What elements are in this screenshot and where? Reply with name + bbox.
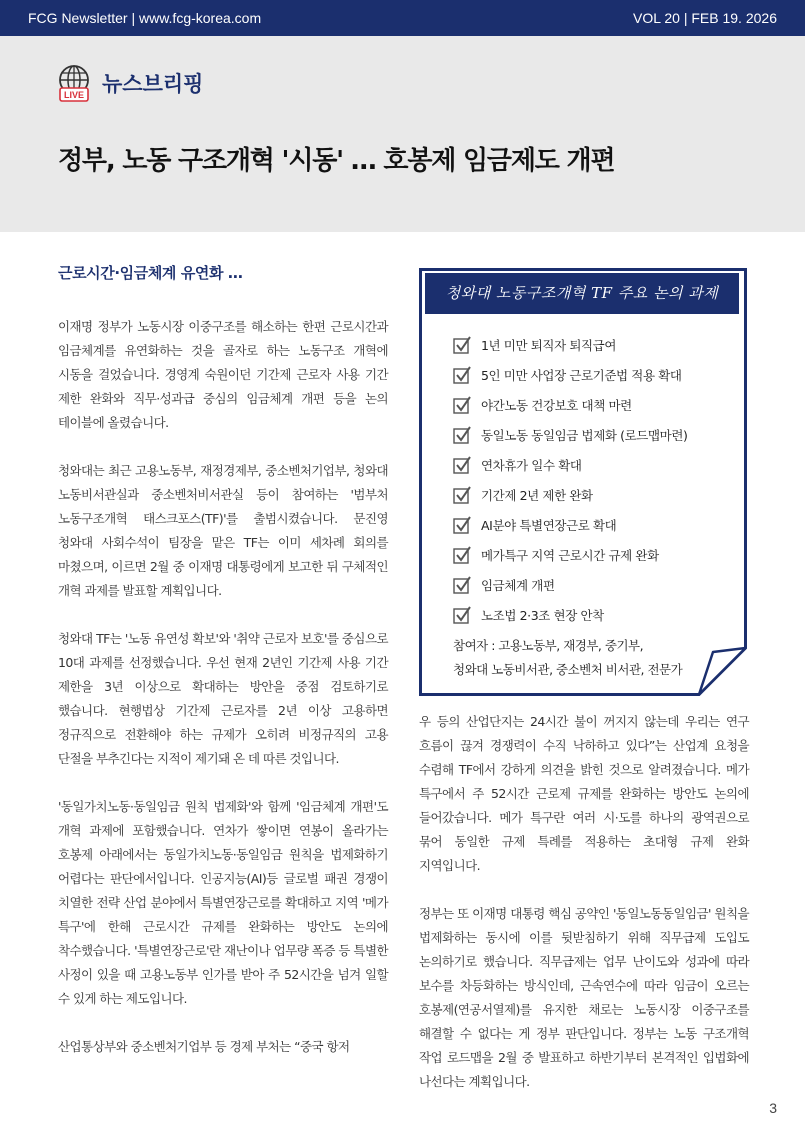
article-paragraph: 이재명 정부가 노동시장 이중구조를 해소하는 한편 근로시간과 임금체계를 유연화하는 것을 골자로 하는 노동구조 개혁에 시동을 걸었습니다. 경영계 숙원이던 기간제 근로자 사용 기간 제한 완화와 직무·성과급 중심의 임금체계 개편 등을 논의 테이블에 올렸습니다. (58, 319, 388, 430)
page-number: 3 (769, 1100, 777, 1116)
article-paragraph: 정부는 또 이재명 대통령 핵심 공약인 '동일노동동일임금' 원칙을 법제화하는 동시에 이를 뒷받침하기 위해 직무급제 도입도 논의하기로 했습니다. 직무급제는 업무 난이도와 성과에 따라 보수를 차등화하는 방식인데, 근속연수에 따라 임금이 오르는 호봉제(연공서열제)를 유지한 채로는 노동시장 이중구조를 해결할 수 없다는 게 정부 판단입니다. 정부는 노동 구조개혁 작업 로드맵을 2월 중 발표하고 하반기부터 본격적인 입법화에 나선다는 계획입니다. (419, 906, 749, 1089)
checklist-item-label: 메가특구 지역 근로시간 규제 완화 (481, 548, 659, 563)
article-paragraph: 청와대 TF는 '노동 유연성 확보'와 '취약 근로자 보호'를 중심으로 10대 과제를 선정했습니다. 우선 현재 2년인 기간제 사용 기간 제한을 3년 이상으로 확대하는 방안을 중점 검토하기로 했습니다. 현행법상 기간제 근로자를 2년 이상 고용하면 정규직으로 전환해야 하는 규제가 오히려 비정규직의 고용 단절을 부추긴다는 지적이 제기돼 온 데 따른 것입니다. (58, 631, 388, 766)
task-checklist (453, 330, 687, 630)
article-paragraph: 청와대는 최근 고용노동부, 재정경제부, 중소벤처기업부, 청와대 노동비서관실과 중소벤처비서관실 등이 참여하는 '범부처 노동구조개혁 태스크포스(TF)'를 출범시켰습니다. 문진영 청와대 사회수석이 팀장을 맡은 TF는 이미 세차례 회의를 마쳤으며, 이르면 2월 중 이재명 대통령에게 보고한 뒤 구체적인 개혁 과제를 발표할 계획입니다. (58, 463, 388, 598)
participants-note (453, 634, 682, 682)
checklist-item-label: 야간노동 건강보호 대책 마련 (481, 398, 632, 413)
checkbox-checked-icon (453, 486, 471, 504)
article-paragraph: 산업통상부와 중소벤처기업부 등 경제 부처는 “중국 항저 (58, 1039, 350, 1054)
checklist-item-label: 5인 미만 사업장 근로기준법 적용 확대 (481, 368, 682, 383)
checklist-item-label: 노조법 2·3조 현장 안착 (481, 608, 604, 623)
headline: 정부, 노동 구조개혁 '시동' … 호봉제 임금제도 개편 (58, 146, 615, 176)
hero-banner (0, 36, 805, 232)
top-bar (0, 0, 805, 36)
checklist-item (453, 570, 687, 600)
checkbox-checked-icon (453, 456, 471, 474)
checkbox-checked-icon (453, 396, 471, 414)
checklist-item (453, 330, 687, 360)
participants-line: 청와대 노동비서관, 중소벤처 비서관, 전문가 (453, 662, 683, 677)
sidebar-note (419, 268, 747, 696)
section-label: 뉴스브리핑 (102, 72, 204, 96)
checkbox-checked-icon (453, 516, 471, 534)
checkbox-checked-icon (453, 336, 471, 354)
checklist-item-label: 기간제 2년 제한 완화 (481, 488, 593, 503)
checklist-item-label: AI분야 특별연장근로 확대 (481, 518, 617, 533)
checklist-item-label: 1년 미만 퇴직자 퇴직급여 (481, 338, 617, 353)
article-subhead: 근로시간·임금체계 유연화 … (58, 264, 243, 282)
checklist-item-label: 임금체계 개편 (481, 578, 555, 593)
checklist-item (453, 390, 687, 420)
checklist-item (453, 540, 687, 570)
live-badge-text: LIVE (63, 90, 85, 100)
checklist-item-label: 동일노동 동일임금 법제화 (로드맵마련) (481, 428, 688, 443)
newsletter-info: FCG Newsletter | www.fcg-korea.com (28, 10, 262, 26)
checklist-item (453, 600, 687, 630)
checkbox-checked-icon (453, 576, 471, 594)
issue-info: VOL 20 | FEB 19. 2026 (633, 10, 777, 26)
checklist-item (453, 480, 687, 510)
article-paragraph: 우 등의 산업단지는 24시간 불이 꺼지지 않는데 우리는 연구 흐름이 끊겨 경쟁력이 수직 낙하하고 있다”는 산업계 요청을 수렴해 TF에서 강하게 의견을 밝힌 것으로 알려졌습니다. 메가 특구에서 주 52시간 근로제 규제를 완화하는 방안도 논의에 들어갔습니다. 메가 특구란 여러 시·도를 하나의 광역권으로 묶어 동일한 규제 특례를 적용하는 초대형 규제 완화 지역입니다. (419, 714, 749, 873)
checklist-item (453, 510, 687, 540)
article-paragraph: '동일가치노동·동일임금 원칙 법제화'와 함께 '임금체계 개편'도 개혁 과제에 포함했습니다. 연차가 쌓이면 연봉이 올라가는 호봉제 아래에서는 동일가치노동·동일임금 원칙을 법제화하기 어렵다는 판단에서입니다. 인공지능(AI)등 글로벌 패권 경쟁이 치열한 전략 산업 분야에서 특별연장근로를 확대하고 지역 '메가 특구'에 한해 근로시간 규제를 완화하는 방안도 논의에 착수했습니다. '특별연장근로'란 재난이나 업무량 폭증 등 특별한 사정이 있을 때 고용노동부 인가를 받아 주 52시간을 넘겨 일할 수 있게 하는 제도입니다. (58, 799, 388, 1006)
checklist-item-label: 연차휴가 일수 확대 (481, 458, 582, 473)
checklist-item (453, 360, 687, 390)
article-right-column (419, 710, 749, 1118)
note-title: 청와대 노동구조개혁 TF 주요 논의 과제 (425, 273, 739, 314)
participants-line: 참여자 : 고용노동부, 재경부, 중기부, (453, 638, 644, 653)
checkbox-checked-icon (453, 366, 471, 384)
checkbox-checked-icon (453, 546, 471, 564)
article-left-column (58, 262, 388, 1083)
checklist-item (453, 450, 687, 480)
checkbox-checked-icon (453, 426, 471, 444)
checkbox-checked-icon (453, 606, 471, 624)
globe-live-icon (56, 64, 92, 104)
checklist-item (453, 420, 687, 450)
